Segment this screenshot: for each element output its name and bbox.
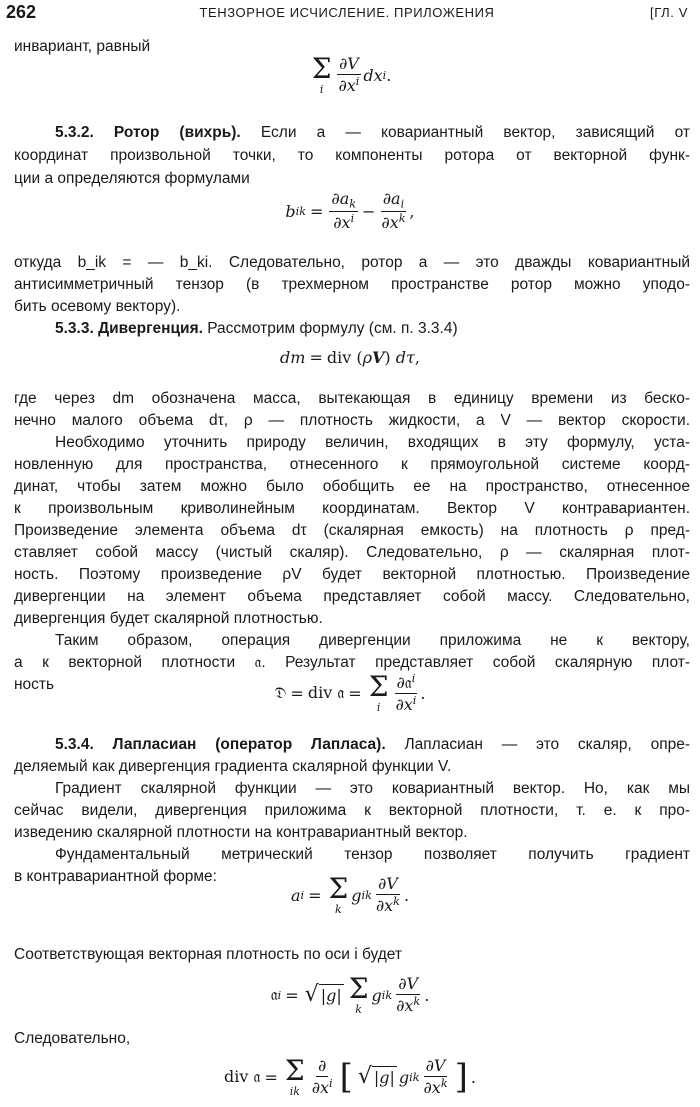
paragraph-line: ность xyxy=(14,676,55,693)
paragraph-line: дивергенции на элемент объема представляет собой массу. Следовательно, xyxy=(14,588,690,605)
paragraph-line: Произведение элемента объема dτ (скалярная емкость) на плотность ρ пред- xyxy=(14,522,690,539)
equation-divergence: 𝔇 = div 𝔞 = Σ i $\frac{\partial 𝔞^i}{\partial x^i}$ . xyxy=(274,670,426,714)
paragraph-line: где через dm обозначена масса, вытекающая в единицу времени из беско- xyxy=(14,390,690,407)
equation-rotor: b ik = $\frac{\partial a_k}{\partial x^i}$ − $\frac{\partial a_i}{\partial x^k}$ , xyxy=(285,188,415,233)
section-heading-divergence: 5.3.3. Дивергенция. xyxy=(55,320,203,337)
paragraph-line: Таким образом, операция дивергенции приложима не к вектору, xyxy=(55,632,690,649)
paragraph-line: координат произвольной точки, то компоненты ротора от векторной функ- xyxy=(14,147,690,164)
running-title: ТЕНЗОРНОЕ ИСЧИСЛЕНИЕ. ПРИЛОЖЕНИЯ xyxy=(199,5,495,20)
paragraph-line: Необходимо уточнить природу величин, входящих в эту формулу, уста- xyxy=(55,434,690,451)
paragraph-line: ность. Поэтому произведение ρV будет векторной плотностью. Произведение xyxy=(14,566,690,583)
paragraph-line: нечно малого объема dτ, ρ — плотность жидкости, а V — вектор скорости. xyxy=(14,412,690,429)
paragraph-line: Градиент скалярной функции — это ковариантный вектор. Но, как мы xyxy=(55,780,690,797)
paragraph-line: к произвольным криволинейным координатам. Вектор V контравариантен. xyxy=(14,500,690,517)
paragraph-line: ставляет собой массу (чистый скаляр). Следовательно, ρ — скалярная плот- xyxy=(14,544,690,561)
section-5-3-2-first-line: 5.3.2. Ротор (вихрь). Если a — ковариантный вектор, зависящий от xyxy=(55,124,690,141)
paragraph-line: сейчас видели, дивергенция приложима к векторной плотности, т. е. к про- xyxy=(14,802,690,819)
running-header xyxy=(6,2,688,24)
equation-invariant: Σ i $\frac{\partial V}{\partial x^i}$ dx i . xyxy=(311,52,392,96)
paragraph-line: а к векторной плотности 𝔞. Результат представляет собой скалярную плот- xyxy=(14,654,690,671)
chapter-label: [ГЛ. V xyxy=(650,5,688,20)
paragraph-line: Фундаментальный метрический тензор позволяет получить градиент xyxy=(55,846,690,863)
paragraph-line: бить осевому вектору). xyxy=(14,298,181,315)
section-5-3-3-first-line: 5.3.3. Дивергенция. Рассмотрим формулу (см. п. 3.3.4) xyxy=(55,320,458,337)
paragraph-line: Следовательно, xyxy=(14,1030,131,1047)
paragraph-line: откуда b_ik = — b_ki. Следовательно, ротор a — это дважды ковариантный xyxy=(14,254,690,271)
equation-vector-density: 𝔞 i = √ |g| Σ k g ik $\frac{\partial V}{\partial x^k}$ . xyxy=(270,972,430,1016)
invariant-line: инвариант, равный xyxy=(14,38,151,55)
section-heading-laplacian: 5.3.4. Лапласиан (оператор Лапласа). xyxy=(55,736,386,753)
paragraph-line: антисимметричный тензор (в трехмерном пространстве ротор можно уподо- xyxy=(14,276,690,293)
paragraph-line: новленную для пространства, отнесенного к прямоугольной системе коорд- xyxy=(14,456,690,473)
paragraph-line: ции a определяются формулами xyxy=(14,170,250,187)
equation-mass: dm = div ( ρ V ) dτ , xyxy=(280,347,420,367)
paragraph-line: Соответствующая векторная плотность по оси i будет xyxy=(14,946,402,963)
section-5-3-4-first-line: 5.3.4. Лапласиан (оператор Лапласа). Лапласиан — это скаляр, опре- xyxy=(55,736,690,753)
equation-laplacian: div 𝔞 = Σ ik $\frac{\partial}{\partial x^i}$ [ √ |g| g ik $\frac{\partial V}{\partial x^k}$ ] . xyxy=(224,1054,476,1098)
section-heading-rotor: 5.3.2. Ротор (вихрь). xyxy=(55,124,241,141)
paragraph-line: дивергенция будет скалярной плотностью. xyxy=(14,610,323,627)
paragraph-line: динат, чтобы затем можно было обобщить ее на пространство, отнесенное xyxy=(14,478,690,495)
equation-gradient: a i = Σ k g ik $\frac{\partial V}{\partial x^k}$ . xyxy=(290,872,410,916)
paragraph-line: в контравариантной форме: xyxy=(14,868,217,885)
page-number: 262 xyxy=(6,2,37,22)
paragraph-line: изведению скалярной плотности на контравариантный вектор. xyxy=(14,824,468,841)
paragraph-line: деляемый как дивергенция градиента скалярной функции V. xyxy=(14,758,452,775)
